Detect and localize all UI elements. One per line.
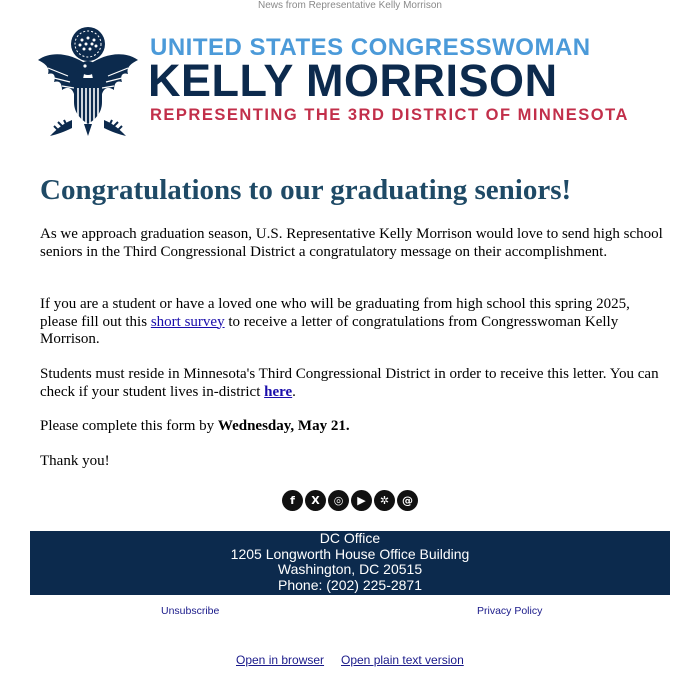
office-city: Washington, DC 20515 [277,561,423,577]
youtube-icon[interactable]: ▶ [351,490,372,511]
instagram-icon[interactable]: ◎ [328,490,349,511]
paragraph-thanks: Thank you! [40,453,110,469]
banner-title-name: KELLY MORRISON [148,55,558,106]
district-check-link[interactable]: here [264,383,293,400]
privacy-policy-link[interactable]: Privacy Policy [477,605,543,617]
paragraph-intro: As we approach graduation season, U.S. Representative Kelly Morrison would love to send high school seniors in the Third Congressional District a congratulatory message on their accomplishment. [40,226,663,260]
threads-icon[interactable]: @ [397,490,418,511]
x-icon[interactable]: X [305,490,326,511]
deadline-date: Wednesday, May 21. [217,418,350,434]
open-in-browser-link[interactable]: Open in browser [236,653,325,667]
social-links [0,490,700,511]
office-address: 1205 Longworth House Office Building [230,545,470,562]
preheader-text: News from Representative Kelly Morrison [258,0,442,11]
banner-title-district: REPRESENTING THE 3RD DISTRICT OF MINNESOTA [150,106,629,124]
paragraph-survey: If you are a student or have a loved one who will be graduating from high school this spring 2025, please fill out this short survey to receive a letter of congratulations from Congresswoman Kelly Morrison. [40,296,630,347]
facebook-icon[interactable]: f [282,490,303,511]
office-footer [30,531,670,595]
paragraph-deadline: Please complete this form by Wednesday, May 21. [40,418,350,434]
paragraph-residency: Students must reside in Minnesota's Third Congressional District in order to receive this letter. You can check if your student lives in-district here. [40,366,659,400]
short-survey-link[interactable]: short survey [150,313,225,330]
bluesky-icon[interactable]: ✲ [374,490,395,511]
open-plain-text-link[interactable]: Open plain text version [341,653,464,667]
page-heading: Congratulations to our graduating seniors! [40,174,572,206]
office-name: DC Office [319,530,381,546]
unsubscribe-link[interactable]: Unsubscribe [161,605,220,617]
header-banner [30,22,670,150]
eagle-seal-icon [32,24,144,142]
office-phone: Phone: (202) 225-2871 [278,576,422,593]
banner-title-line1: UNITED STATES CONGRESSWOMAN [150,34,591,61]
